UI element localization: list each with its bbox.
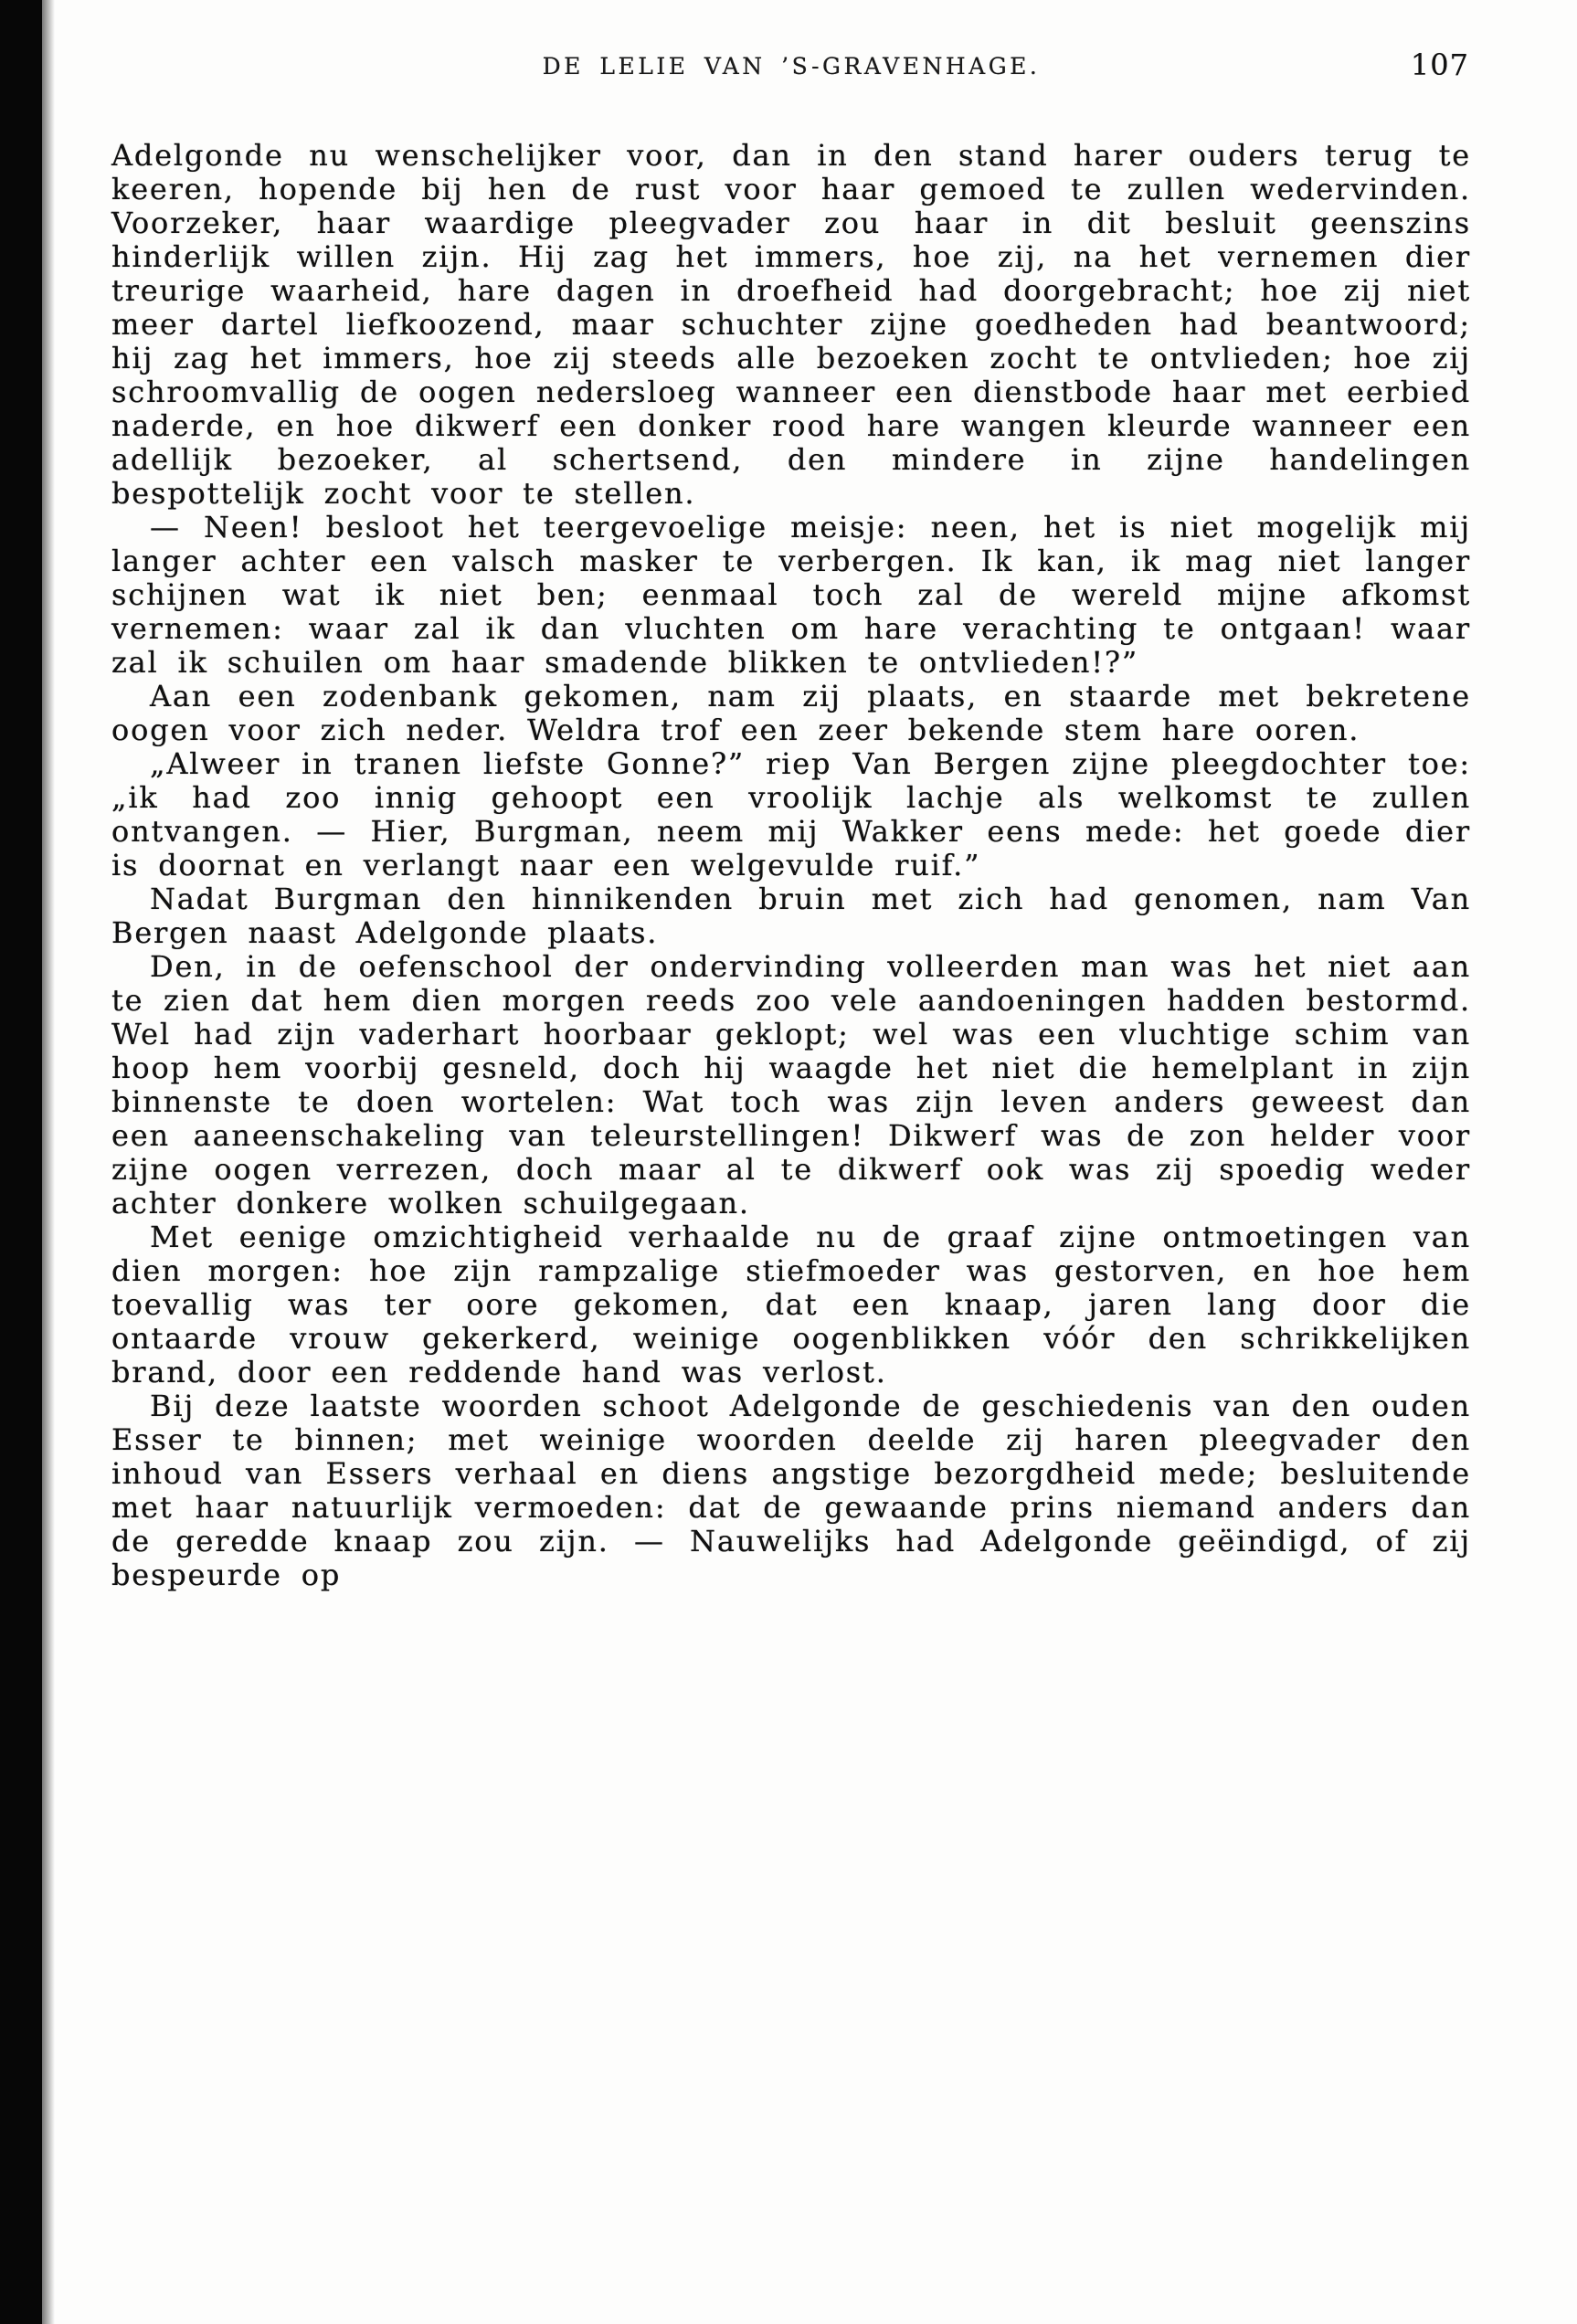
paragraph: — Neen! besloot het teergevoelige meisje: neen, het is niet mogelijk mij langer achter een valsch masker te verbergen. Ik kan, ik mag niet langer schijnen wat ik niet ben; eenmaal toch zal de wereld mijne afkomst vernemen: waar zal ik dan vluchten om hare verachting te ontgaan! waar zal ik schuilen om haar smadende blikken te ontvlieden!?”	[111, 510, 1471, 680]
paragraph: Nadat Burgman den hinnikenden bruin met zich had genomen, nam Van Bergen naast Adelgonde plaats.	[111, 882, 1471, 950]
running-title: DE LELIE VAN ’S-GRAVENHAGE.	[542, 53, 1041, 79]
scan-binding-edge	[0, 0, 42, 2324]
paragraph: Adelgonde nu wenschelijker voor, dan in den stand harer ouders terug te keeren, hopende bij hen de rust voor haar gemoed te zullen wedervinden. Voorzeker, haar waardige pleegvader zou haar in dit besluit geenszins hinderlijk willen zijn. Hij zag het immers, hoe zij, na het vernemen dier treurige waarheid, hare dagen in droefheid had doorgebracht; hoe zij niet meer dartel liefkoozend, maar schuchter zijne goedheden had beantwoord; hij zag het immers, hoe zij steeds alle bezoeken zocht te ontvlieden; hoe zij schroomvallig de oogen nedersloeg wanneer een dienstbode haar met eerbied naderde, en hoe dikwerf een donker rood hare wangen kleurde wanneer een adellijk bezoeker, al schertsend, den mindere in zijne handelingen bespottelijk zocht voor te stellen.	[111, 138, 1471, 511]
page-number: 107	[1410, 48, 1469, 82]
paragraph: Met eenige omzichtigheid verhaalde nu de graaf zijne ontmoetingen van dien morgen: hoe zijn rampzalige stiefmoeder was gestorven, en hoe hem toevallig was ter oore gekomen, dat een knaap, jaren lang door die ontaarde vrouw gekerkerd, weinige oogenblikken vóór den schrikkelijken brand, door een reddende hand was verlost.	[111, 1220, 1471, 1389]
paragraph: Bij deze laatste woorden schoot Adelgonde de geschiedenis van den ouden Esser te binnen; met weinige woorden deelde zij haren pleegvader den inhoud van Essers verhaal en diens angstige bezorgdheid mede; besluitende met haar natuurlijk vermoeden: dat de gewaande prins niemand anders dan de geredde knaap zou zijn. — Nauwelijks had Adelgonde geëindigd, of zij bespeurde op	[111, 1389, 1471, 1592]
page-content	[111, 48, 1471, 1592]
paragraph: Den, in de oefenschool der ondervinding volleerden man was het niet aan te zien dat hem dien morgen reeds zoo vele aandoeningen hadden bestormd. Wel had zijn vaderhart hoorbaar geklopt; wel was een vluchtige schim van hoop hem voorbij gesneld, doch hij waagde het niet die hemelplant in zijn binnenste te doen wortelen: Wat toch was zijn leven anders geweest dan een aaneenschakeling van teleurstellingen! Dikwerf was de zon helder voor zijne oogen verrezen, doch maar al te dikwerf ook was zij spoedig weder achter donkere wolken schuilgegaan.	[111, 949, 1471, 1220]
page-body	[111, 139, 1471, 1592]
paragraph: Aan een zodenbank gekomen, nam zij plaats, en staarde met bekretene oogen voor zich neder. Weldra trof een zeer bekende stem hare ooren.	[111, 679, 1471, 747]
paragraph: „Alweer in tranen liefste Gonne?” riep Van Bergen zijne pleegdochter toe: „ik had zoo innig gehoopt een vroolijk lachje als welkomst te zullen ontvangen. — Hier, Burgman, neem mij Wakker eens mede: het goede dier is doornat en verlangt naar een welgevulde ruif.”	[111, 746, 1471, 882]
page-header	[111, 48, 1471, 95]
